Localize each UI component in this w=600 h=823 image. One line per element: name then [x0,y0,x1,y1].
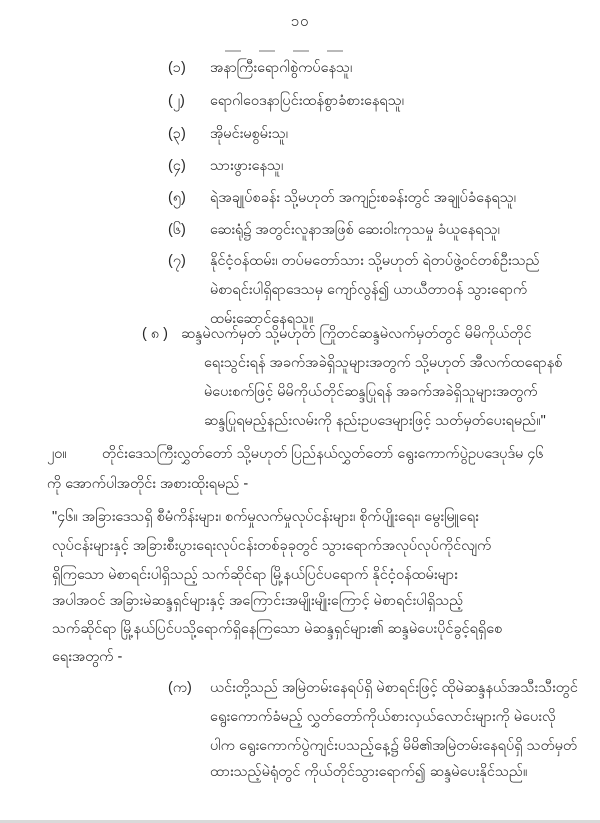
list-item-marker: (၂) [168,93,185,109]
text-line: မဲပေးစက်ဖြင့် မိမိကိုယ်တိုင်ဆန္ဒပြုရန် အခက်အခဲရှိသူများအတွက် [204,384,538,400]
text-line: ထားသည့်မဲရုံတွင် ကိုယ်တိုင်သွားရောက်၍ ဆန္ဒမဲပေးနိုင်သည်။ [210,764,528,780]
list-item: ရောဂါဝေဒနာပြင်းထန်စွာခံစားနေရသူ၊ [210,93,405,109]
text-line: ရေးသွင်းရန် အခက်အခဲရှိသူများအတွက် သို့မဟုတ် အီလက်ထရောနစ် [204,355,563,371]
text-line: ဆန္ဒပြုရမည့်နည်းလမ်းကို နည်းဥပဒေများဖြင့် သတ်မှတ်ပေးရမည်။" [204,413,546,429]
list-item: သားဖွားနေသူ၊ [210,158,284,174]
text-line: ယင်းတို့သည် အမြဲတမ်းနေရပ်ရှိ မဲစာရင်းဖြင့် ထိုမဲဆန္ဒနယ်အသီးသီးတွင် [210,680,578,696]
list-item-marker: (၇) [168,253,186,269]
list-item-marker: (၄) [168,158,186,174]
text-line: ပါက ရွေးကောက်ပွဲကျင်းပသည့်နေ့၌ မိမိ၏အမြဲတမ်းနေရပ်ရှိ သတ်မှတ် [210,738,578,754]
text-line: ရှိကြသော မဲစာရင်းပါရှိသည့် သက်ဆိုင်ရာ မြို့နယ်ပြင်ပရောက် နိုင်ငံ့ဝန်ထမ်းများ [52,567,458,583]
text-line: ရွေးကောက်ခံမည့် လွှတ်တော်ကိုယ်စားလှယ်လောင်းများကို မဲပေးလို [210,709,556,725]
text-line: "၄၆။ အခြားဒေသရှိ စီမံကိန်းများ၊ စက်မှုလက်မှုလုပ်ငန်းများ၊ စိုက်ပျိုးရေး၊ မွေးမြူရေး [52,509,479,525]
list-item-marker: (၆) [168,222,186,238]
text-line: ရေးအတွက် - [52,649,123,665]
list-item-marker: (က) [168,680,192,696]
text-line: လုပ်ငန်းများနှင့် အခြားစီးပွားရေးလုပ်ငန်းတစ်ခုခုတွင် သွားရောက်အလုပ်လုပ်ကိုင်လျက် [52,538,492,554]
list-item-marker: (၃) [168,126,186,142]
text-line: မဲစာရင်းပါရှိရာဒေသမှ ကျော်လွန်၍ ယာယီတာဝန် သွားရောက် [210,282,528,298]
page-number: ၁၀ [290,13,310,30]
section-number: ၂၀။ [47,446,67,462]
list-item: အနာကြီးရောဂါစွဲကပ်နေသူ၊ [210,60,353,76]
text-line: ကို အောက်ပါအတိုင်း အစားထိုးရမည် - [47,476,249,492]
text-line: အပါအဝင် အခြားမဲဆန္ဒရှင်များနှင့် အကြောင်းအမျိုးမျိုးကြောင့် မဲစာရင်းပါရှိသည့် [52,593,464,609]
list-item-marker: ( ၈ ) [142,326,168,342]
text-line: ထမ်းဆောင်နေရသူ။ [210,311,314,327]
list-item-marker: (၁) [168,60,186,76]
scan-artifact-line-top [225,50,347,52]
list-item: ရဲအချုပ်စခန်း သို့မဟုတ် အကျဉ်းစခန်းတွင် အချုပ်ခံနေရသူ၊ [210,190,517,206]
text-line: ဆန္ဒမဲလက်မှတ် သို့မဟုတ် ကြိုတင်ဆန္ဒမဲလက်မှတ်တွင် မိမိကိုယ်တိုင် [181,326,532,342]
text-line: တိုင်းဒေသကြီးလွှတ်တော် သို့မဟုတ် ပြည်နယ်လွှတ်တော် ရွေးကောက်ပွဲဥပဒေပုဒ်မ ၄၆ [102,446,544,462]
text-line: နိုင်ငံ့ဝန်ထမ်း၊ တပ်မတော်သား သို့မဟုတ် ရဲတပ်ဖွဲ့ဝင်တစ်ဦးသည် [210,253,540,269]
list-item: ဆေးရုံ၌ အတွင်းလူနာအဖြစ် ဆေးဝါးကုသမှု ခံယူနေရသူ၊ [210,222,500,238]
text-line: သက်ဆိုင်ရာ မြို့နယ်ပြင်ပသို့ရောက်ရှိနေကြသော မဲဆန္ဒရှင်များ၏ ဆန္ဒမဲပေးပိုင်ခွင့်ရရှိစေ [52,621,503,637]
list-item: အိုမင်းမစွမ်းသူ၊ [210,126,289,142]
list-item-marker: (၅) [168,190,186,206]
